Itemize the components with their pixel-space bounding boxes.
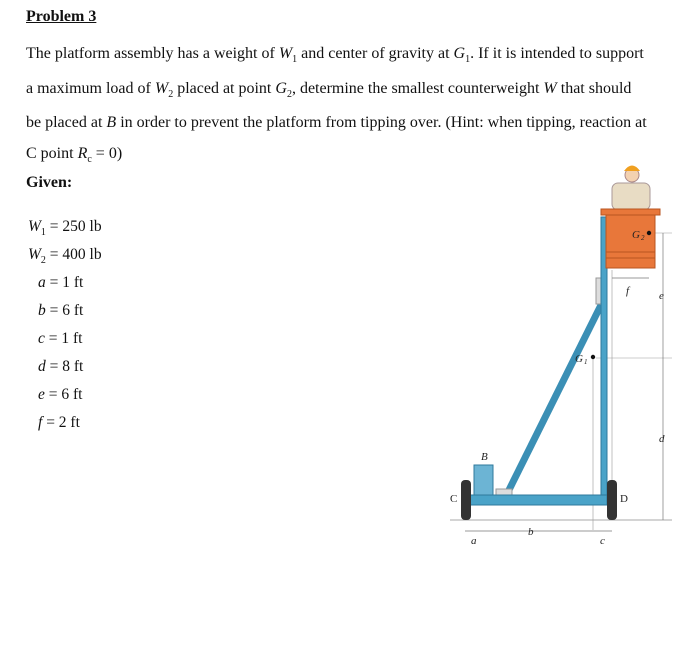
given-item: e = 6 ft bbox=[38, 386, 83, 403]
problem-line-2: a maximum load of $W_2$ placed at point $G_2$, determine the smallest counterweight W that should bbox=[26, 80, 632, 101]
svg-text:B: B bbox=[481, 451, 488, 463]
given-item: $W_2 = 400$ lb bbox=[28, 246, 102, 267]
svg-text:D: D bbox=[620, 493, 628, 505]
svg-text:G: G bbox=[575, 353, 583, 365]
wheel-D bbox=[607, 480, 617, 520]
worker bbox=[612, 183, 650, 210]
given-item: d = 8 ft bbox=[38, 358, 84, 375]
bucket bbox=[606, 213, 655, 268]
problem-line-1: The platform assembly has a weight of $W_1$ and center of gravity at $G_1$. If it is intended to support bbox=[26, 45, 644, 66]
problem-line-4: C point $R_c = 0$) bbox=[26, 145, 123, 166]
given-label: Given: bbox=[26, 174, 73, 191]
given-item: b = 6 ft bbox=[38, 302, 84, 319]
svg-text:e: e bbox=[659, 290, 664, 302]
given-item: c = 1 ft bbox=[38, 330, 83, 347]
svg-text:1: 1 bbox=[584, 358, 588, 366]
g1-dot bbox=[591, 355, 595, 359]
given-item: a = 1 ft bbox=[38, 274, 84, 291]
svg-text:a: a bbox=[471, 535, 477, 547]
svg-text:2: 2 bbox=[641, 234, 645, 242]
counterweight-B bbox=[474, 465, 493, 495]
svg-text:f: f bbox=[626, 285, 630, 297]
svg-text:G: G bbox=[632, 229, 640, 241]
brace bbox=[507, 305, 601, 494]
wheel-C bbox=[461, 480, 471, 520]
svg-text:c: c bbox=[600, 535, 605, 547]
problem-line-3: be placed at B in order to prevent the platform from tipping over. (Hint: when tipping, reaction at bbox=[26, 114, 647, 131]
svg-text:b: b bbox=[528, 526, 534, 538]
g2-dot bbox=[647, 231, 651, 235]
given-item: $W_1 = 250$ lb bbox=[28, 218, 102, 239]
given-item: f = 2 ft bbox=[38, 414, 80, 431]
base-beam bbox=[470, 495, 607, 505]
svg-text:C: C bbox=[450, 493, 458, 505]
svg-text:d: d bbox=[659, 433, 665, 445]
problem-title: Problem 3 bbox=[26, 8, 97, 25]
